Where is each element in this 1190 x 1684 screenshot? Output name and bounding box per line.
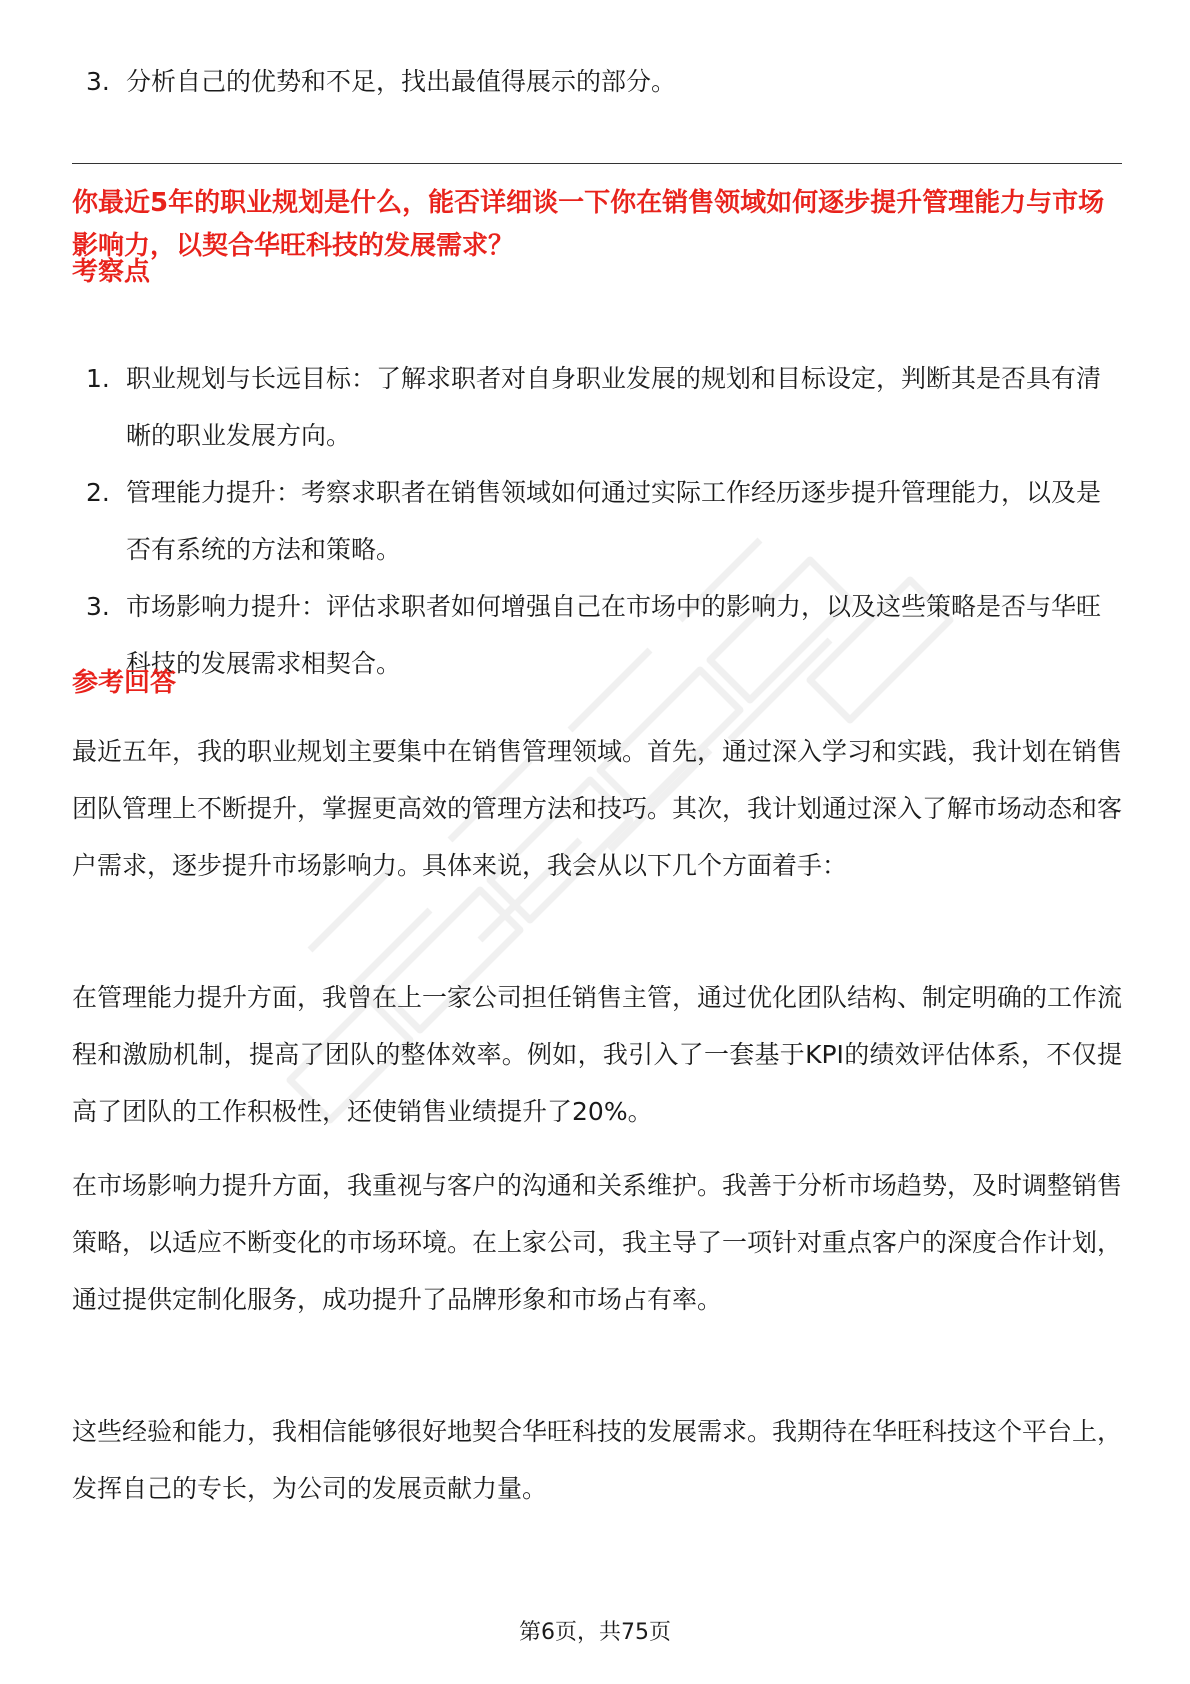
answer-paragraph: 在管理能力提升方面，我曾在上一家公司担任销售主管，通过优化团队结构、制定明确的工作流程和激励机制，提高了团队的整体效率。例如，我引入了一套基于KPI的绩效评估体系，不仅提高了团队的工作积极性，还使销售业绩提升了20%。 [72,983,1123,1126]
list-text: 职业规划与长远目标：了解求职者对自身职业发展的规划和目标设定，判断其是否具有清晰的职业发展方向。 [126,364,1102,450]
list-text: 市场影响力提升：评估求职者如何增强自己在市场中的影响力，以及这些策略是否与华旺科技的发展需求相契合。 [126,592,1102,678]
list-item [72,350,1122,464]
interview-question: 你最近5年的职业规划是什么，能否详细谈一下你在销售领域如何逐步提升管理能力与市场影响力，以契合华旺科技的发展需求？ [72,188,1105,261]
points-list [72,350,1122,692]
answer-paragraph: 在市场影响力提升方面，我重视与客户的沟通和关系维护。我善于分析市场趋势，及时调整销售策略，以适应不断变化的市场环境。在上家公司，我主导了一项针对重点客户的深度合作计划，通过提供定制化服务，成功提升了品牌形象和市场占有率。 [72,1171,1123,1314]
list-number: 1. [86,364,110,393]
list-text: 分析自己的优势和不足，找出最值得展示的部分。 [126,67,677,96]
page-footer: 第6页，共75页 [519,1620,671,1645]
list-item [72,578,1122,692]
points-heading: 考察点 [72,257,151,287]
list-number: 2. [86,478,110,507]
list-item [72,464,1122,578]
answer-heading: 参考回答 [72,668,177,698]
previous-list-item [72,62,1122,102]
list-number: 3. [86,592,110,621]
answer-paragraph: 最近五年，我的职业规划主要集中在销售管理领域。首先，通过深入学习和实践，我计划在销售团队管理上不断提升，掌握更高效的管理方法和技巧。其次，我计划通过深入了解市场动态和客户需求，逐步提升市场影响力。具体来说，我会从以下几个方面着手： [72,737,1123,880]
section-divider [72,163,1122,164]
answer-paragraph: 这些经验和能力，我相信能够很好地契合华旺科技的发展需求。我期待在华旺科技这个平台上，发挥自己的专长，为公司的发展贡献力量。 [72,1417,1123,1503]
list-text: 管理能力提升：考察求职者在销售领域如何通过实际工作经历逐步提升管理能力，以及是否有系统的方法和策略。 [126,478,1102,564]
list-number: 3. [86,67,110,96]
